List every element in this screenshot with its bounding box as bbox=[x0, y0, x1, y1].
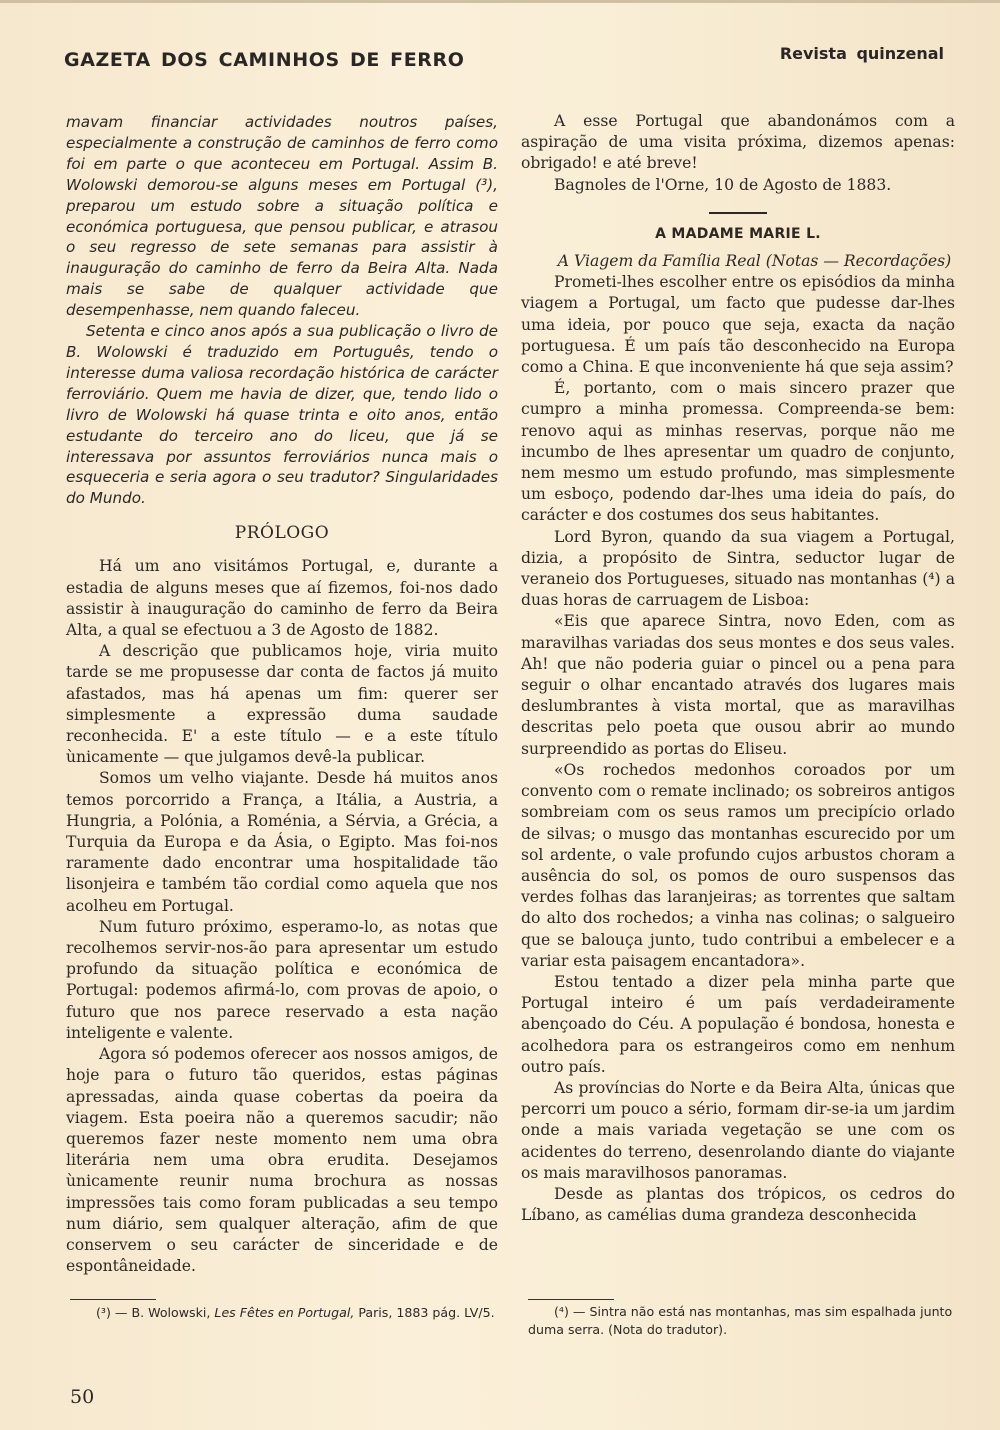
intro-paragraph: mavam financiar actividades noutros países, especialmente a construção de caminhos de ferro como foi em parte o que aconteceu em Portugal. Assim B. Wolowski demorou-se alguns meses em Portugal (³), preparou um estudo sobre a situação política e económica portuguesa, que pensou publicar, e atrasou o seu regresso de sete semanas para assistir à inauguração do caminho de ferro da Beira Alta. Nada mais se sabe de qualquer actividade que desempenhasse, nem quando faleceu. bbox=[66, 113, 498, 320]
body-paragraph: Agora só podemos oferecer aos nossos amigos, de hoje para o futuro tão queridos, estas páginas apressadas, ainda quase cobertas da poeira da viagem. Esta poeira não a queremos sacudir; não queremos fazer neste momento nem uma obra literária nem uma obra erudita. Desejamos ùnicamente reunir numa brochura as nossas impressões tais como foram publicadas a seu tempo num diário, sem qualquer alteração, afim de que conservem o seu carácter de sinceridade e de espontâneidade. bbox=[66, 1045, 498, 1276]
body-paragraph: Há um ano visitámos Portugal, e, durante a estadia de alguns meses que aí fizemos, foi-nos dado assistir à inauguração do caminho de ferro da Beira Alta, a qual se efectuou a 3 de Agosto de 1882. bbox=[66, 557, 498, 640]
section-divider bbox=[709, 212, 767, 214]
footnote-rest: Paris, 1883 pág. LV/5. bbox=[358, 1305, 495, 1320]
publication-title: GAZETA DOS CAMINHOS DE FERRO bbox=[64, 49, 465, 71]
right-column bbox=[521, 111, 955, 1226]
body-paragraph: Lord Byron, quando da sua viagem a Portugal, dizia, a propósito de Sintra, seductor lugar de veraneio dos Portugueses, situado nas montanhas (⁴) a duas horas de carruagem de Lisboa: bbox=[521, 527, 955, 610]
intro-paragraph: Setenta e cinco anos após a sua publicação o livro de B. Wolowski é traduzido em Português, tendo o interesse duma valiosa recordação histórica de carácter ferroviário. Quem me havia de dizer, que, tendo lido o livro de Wolowski há quase trinta e oito anos, então estudante do terceiro ano do liceu, que já se interessava por assuntos ferroviários nunca mais o esqueceria e seria agora o seu tradutor? Singularidades do Mundo. bbox=[66, 322, 498, 508]
body-paragraph: Somos um velho viajante. Desde há muitos anos temos porcorrido a França, a Itália, a Austria, a Hungria, a Polónia, a Roménia, a Sérvia, a Grécia, a Turquia da Europa e da Ásia, o Egipto. Mas foi-nos raramente dado encontrar uma hospitalidade tão lisonjeira e também tão cordial como aquela que nos acolheu em Portugal. bbox=[66, 769, 498, 915]
translator-intro bbox=[66, 112, 498, 509]
body-paragraph: Prometi-lhes escolher entre os episódios da minha viagem a Portugal, um facto que pudesse dar-lhes uma ideia, por pouco que seja, exacta da nação portuguesa. É um país tão desconhecido na Europa como a China. E que inconveniente há que seja assim? bbox=[521, 273, 955, 377]
body-paragraph: É, portanto, com o mais sincero prazer que cumpro a minha promessa. Compreenda-se bem: renovo aqui as minhas reservas, porque não me incumbo de lhes apresentar um quadro de conjunto, nem mesmo um estudo profundo, mas simplesmente um esboço, podendo dar-lhes uma ideia do país, do carácter e dos costumes dos seus habitantes. bbox=[521, 379, 955, 525]
page-number: 50 bbox=[70, 1386, 95, 1408]
section-title: PRÓLOGO bbox=[234, 523, 330, 544]
dedication-heading: A MADAME MARIE L. bbox=[655, 225, 821, 242]
footnote-text: (⁴) — Sintra não está nas montanhas, mas sim espalhada junto duma serra. (Nota do tradutor). bbox=[528, 1304, 953, 1337]
footnote-rule bbox=[528, 1299, 614, 1300]
body-paragraph: A esse Portugal que abandonámos com a aspiração de uma visita próxima, dizemos apenas: obrigado! e até breve! bbox=[521, 112, 955, 173]
footnote-rule bbox=[70, 1299, 156, 1300]
footnote-marker: (³) — B. Wolowski, bbox=[96, 1305, 211, 1320]
left-column bbox=[66, 112, 498, 1277]
quote-paragraph: «Os rochedos medonhos coroados por um convento com o remate inclinado; os sobreiros antigos sombreiam com os seus ramos um precipício orlado de silvas; o musgo das montanhas escurecido por um sol ardente, o vale profundo cujos arbustos choram a ausência do sol, os pomos de ouro suspensos das verdes folhas das laranjeiras; as torrentes que saltam do alto dos rochedos; a vinha nas colinas; o salgueiro que se balouça junto, tudo contribui a embelecer e a variar esta paisagem encantadora». bbox=[521, 760, 955, 970]
body-paragraph: Estou tentado a dizer pela minha parte que Portugal inteiro é um país verdadeiramente abençoado do Céu. A população é bondosa, honesta e acolhedora para os estrangeiros como em nenhum outro país. bbox=[521, 972, 955, 1076]
body-paragraph: As províncias do Norte e da Beira Alta, únicas que percorri um pouco a sério, formam dir-se-ia um jardim onde a mais variada vegetação se une com os acidentes do terreno, desenrolando diante do viajante os mais maravilhosos panoramas. bbox=[521, 1078, 955, 1182]
footnote-3 bbox=[70, 1304, 500, 1322]
body-paragraph: Num futuro próximo, esperamo-lo, as notas que recolhemos servir-nos-ão para apresentar um estudo profundo da situação política e económica de Portugal: podemos afirmá-lo, com provas de apoio, o futuro que nos parece reservado a esta nação inteligente e valente. bbox=[66, 917, 498, 1042]
quote-paragraph: «Eis que aparece Sintra, novo Eden, com as maravilhas variadas dos seus montes e dos seus vales. Ah! que não poderia guiar o pincel ou a pena para seguir o olhar encantado através dos lugares mais deslumbrantes à vista mortal, que as maravilhas descritas pelo poeta que ousou abrir ao mundo surpreendido as portas do Eliseu. bbox=[521, 612, 955, 758]
footnote-4 bbox=[528, 1303, 958, 1339]
footnote-book-title: Les Fêtes en Portugal, bbox=[214, 1305, 355, 1320]
chapter-subtitle: A Viagem da Família Real (Notas — Recordações) bbox=[557, 252, 952, 271]
publication-frequency: Revista quinzenal bbox=[779, 44, 944, 63]
body-paragraph: A descrição que publicamos hoje, viria muito tarde se me propusesse dar conta de factos já muito afastados, mas há apenas um fim: querer ser simplesmente a expressão duma saudade reconhecida. E' a este título — e a este título ùnicamente — que julgamos devê-la publicar. bbox=[66, 642, 498, 767]
signoff: Bagnoles de l'Orne, 10 de Agosto de 1883. bbox=[554, 175, 892, 194]
body-paragraph: Desde as plantas dos trópicos, os cedros do Líbano, as camélias duma grandeza desconhecida bbox=[521, 1184, 955, 1225]
page-top-edge bbox=[0, 0, 1000, 3]
